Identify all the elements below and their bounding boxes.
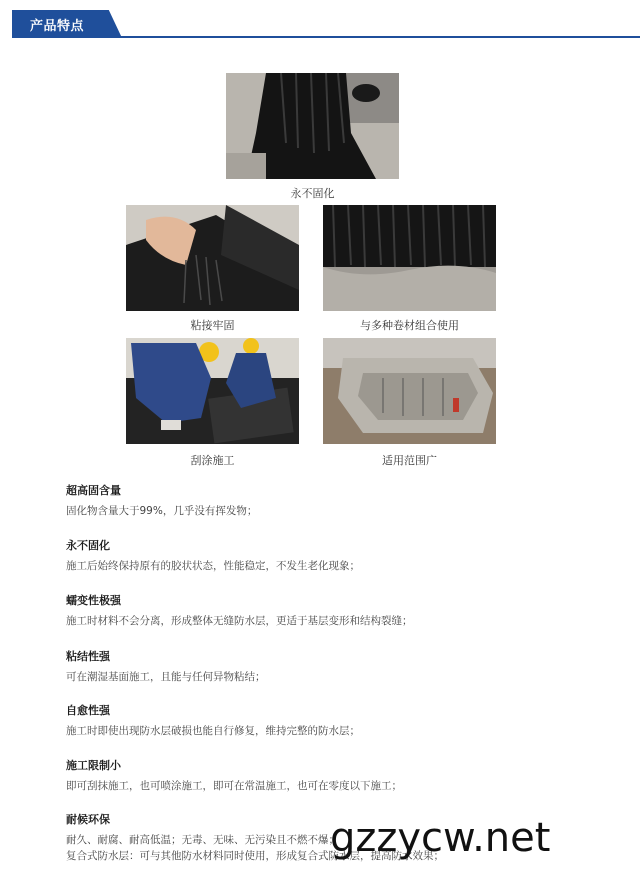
feature-title: 蠕变性极强 <box>66 594 121 607</box>
feature-desc: 耐久、耐腐、耐高低温；无毒、无味、无污染且不燃不爆； <box>66 834 339 846</box>
photo-never-cure <box>226 73 399 179</box>
feature-desc: 可在潮湿基面施工，且能与任何异物粘结； <box>66 671 266 683</box>
caption-never-cure: 永不固化 <box>290 187 335 200</box>
feature-title: 超高固含量 <box>66 484 121 497</box>
header-divider <box>112 36 640 38</box>
site-watermark: gzzycw.net <box>330 815 551 861</box>
feature-item <box>66 482 586 519</box>
section-header <box>12 10 640 38</box>
photo-trowel-apply <box>126 338 299 444</box>
feature-desc: 即可刮抹施工，也可喷涂施工，即可在常温施工，也可在零度以下施工； <box>66 780 402 792</box>
feature-item <box>66 648 586 685</box>
caption-wide-application: 适用范围广 <box>382 454 437 467</box>
feature-title: 施工限制小 <box>66 759 121 772</box>
feature-item <box>66 757 586 794</box>
feature-title: 自愈性强 <box>66 704 110 717</box>
feature-desc: 施工时材料不会分离，形成整体无缝防水层，更适于基层变形和结构裂缝； <box>66 615 413 627</box>
feature-desc-secondary: 复合式防水层：可与其他防水材料同时使用，形成复合式防水层，提高防水效果； <box>66 850 444 862</box>
feature-desc: 固化物含量大于99%，几乎没有挥发物； <box>66 505 258 517</box>
photo-wide-application <box>323 338 496 444</box>
feature-title: 耐候环保 <box>66 813 110 826</box>
caption-trowel-apply: 刮涂施工 <box>190 454 235 467</box>
photo-adhesion <box>126 205 299 311</box>
photo-membrane-combo <box>323 205 496 311</box>
caption-adhesion: 粘接牢固 <box>190 319 235 332</box>
feature-desc: 施工时即使出现防水层破损也能自行修复，维持完整的防水层； <box>66 725 360 737</box>
feature-title: 永不固化 <box>66 539 110 552</box>
feature-item <box>66 537 586 574</box>
feature-desc: 施工后始终保持原有的胶状状态，性能稳定，不发生老化现象； <box>66 560 360 572</box>
feature-item <box>66 702 586 739</box>
caption-membrane-combo: 与多种卷材组合使用 <box>360 319 459 332</box>
feature-title: 粘结性强 <box>66 650 110 663</box>
feature-item <box>66 592 586 629</box>
section-title: 产品特点 <box>30 19 85 34</box>
